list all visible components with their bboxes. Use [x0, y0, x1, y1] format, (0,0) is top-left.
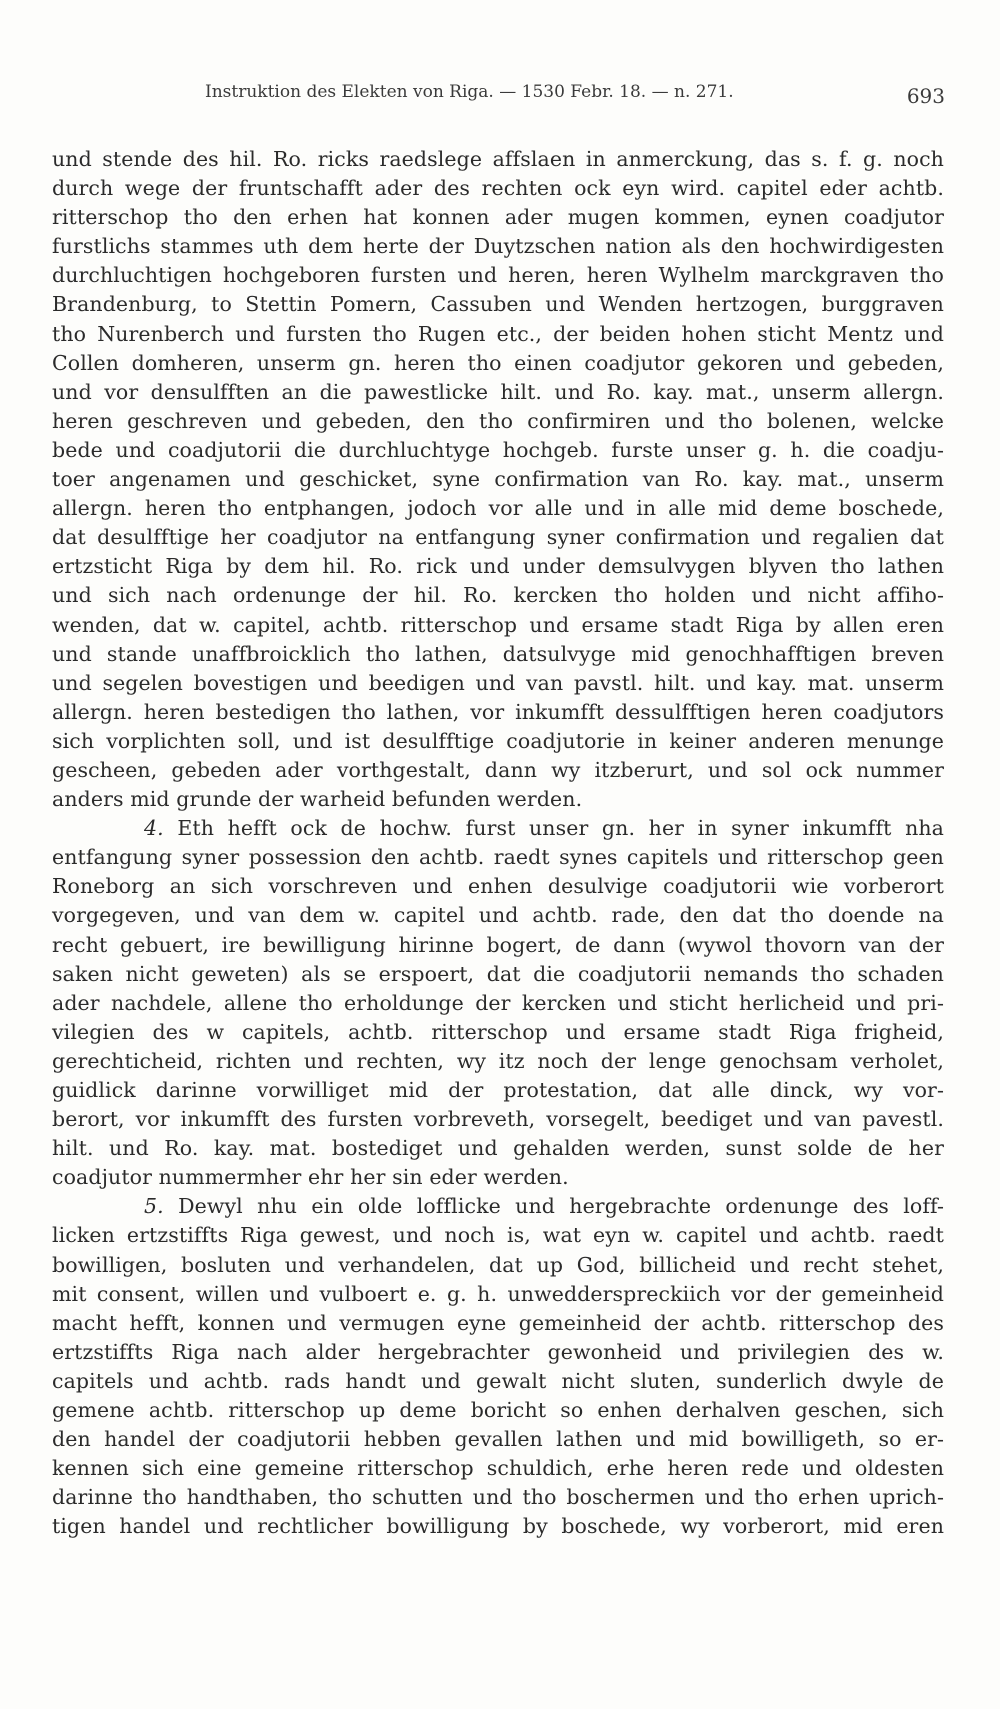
text-line: ertzstiffts Riga nach alder hergebrachter gewonheid und privilegien des w.: [52, 1339, 944, 1364]
text-line: ertzsticht Riga by dem hil. Ro. rick und under demsulvygen blyven tho lathen: [52, 554, 944, 579]
text-line: den handel der coadjutorii hebben gevallen lathen und mid bowilligeth, so er-: [52, 1427, 944, 1452]
text-line: durchluchtigen hochgeboren fursten und heren, heren Wylhelm marckgraven tho: [52, 263, 944, 288]
text-line: coadjutor nummermher ehr her sin eder werden.: [52, 1165, 569, 1190]
text-line: macht hefft, konnen und vermugen eyne gemeinheid der achtb. ritterschop des: [52, 1310, 944, 1335]
text-line: ritterschop tho den erhen hat konnen ader mugen kommen, eynen coadjutor: [52, 205, 944, 230]
text-line: entfangung syner possession den achtb. raedt synes capitels und ritterschop geen: [52, 845, 944, 870]
section-number: 5.: [144, 1194, 164, 1219]
text-line: Collen domheren, unserm gn. heren tho einen coadjutor gekoren und gebeden,: [52, 350, 944, 375]
text-line: vorgegeven, und van dem w. capitel und achtb. rade, den dat tho doende na: [52, 903, 944, 928]
text-line: guidlick darinne vorwilliget mid der protestation, dat alle dinck, wy vor-: [52, 1078, 944, 1102]
text-line: und vor densulfften an die pawestlicke hilt. und Ro. kay. mat., unserm allergn.: [52, 379, 944, 404]
text-line: Eth hefft ock de hochw. furst unser gn. her in syner inkumfft nha: [177, 816, 945, 841]
text-line: wenden, dat w. capitel, achtb. ritterschop und ersame stadt Riga by allen eren: [52, 612, 944, 637]
text-line: furstlichs stammes uth dem herte der Duytzschen nation als den hochwirdigesten: [52, 234, 944, 259]
text-line: allergn. heren tho entphangen, jodoch vor alle und in alle mid deme boschede,: [52, 496, 944, 521]
text-line: recht gebuert, ire bewilligung hirinne bogert, de dann (wywol thovorn van der: [52, 932, 944, 957]
text-line: tigen handel und rechtlicher bowilligung by boschede, wy vorberort, mid eren: [52, 1514, 944, 1539]
header-title: Instruktion des Elekten von Riga. — 1530 Febr. 18. — n. 271.: [205, 82, 734, 102]
text-line: saken nicht geweten) als se erspoert, dat die coadjutorii nemands tho schaden: [52, 961, 944, 986]
text-line: und stende des hil. Ro. ricks raedslege affslaen in anmerckung, das s. f. g. noch: [52, 147, 944, 171]
text-line: gerechticheid, richten und rechten, wy itz noch der lenge genochsam verholet,: [52, 1048, 944, 1073]
text-line: hilt. und Ro. kay. mat. bostediget und gehalden werden, sunst solde de her: [52, 1136, 944, 1161]
section-5-first-line: [52, 1192, 944, 1221]
text-line: sich vorplichten soll, und ist desulfftige coadjutorie in keiner anderen menunge: [52, 728, 944, 753]
text-line: bede und coadjutorii die durchluchtyge hochgeb. furste unser g. h. die coadju-: [52, 437, 944, 462]
text-line: licken ertzstiffts Riga gewest, und noch is, wat eyn w. capitel und achtb. raedt: [52, 1223, 944, 1248]
text-line: heren geschreven und gebeden, den tho confirmiren und tho bolenen, welcke: [52, 408, 944, 433]
section-4-first-line: [52, 814, 944, 843]
text-line: mit consent, willen und vulboert e. g. h. unwedderspreckiich vor der gemeinheid: [52, 1281, 944, 1306]
text-line: und segelen bovestigen und beedigen und van pavstl. hilt. und kay. mat. unserm: [52, 670, 944, 695]
text-line: und stande unaffbroicklich tho lathen, datsulvyge mid genochhafftigen breven: [52, 641, 944, 666]
text-line: kennen sich eine gemeine ritterschop schuldich, erhe heren rede und oldesten: [52, 1456, 944, 1481]
text-line: capitels und achtb. rads handt und gewalt nicht sluten, sunderlich dwyle de: [52, 1368, 944, 1393]
text-line: bowilligen, bosluten und verhandelen, dat up God, billicheid und recht stehet,: [52, 1252, 944, 1277]
text-line: gescheen, gebeden ader vorthgestalt, dann wy itzberurt, und sol ock nummer: [52, 757, 944, 782]
text-line: berort, vor inkumfft des fursten vorbreveth, vorsegelt, beediget und van pavestl.: [52, 1107, 944, 1132]
body-text: [52, 145, 944, 1542]
text-line: vilegien des w capitels, achtb. ritterschop und ersame stadt Riga frigheid,: [52, 1019, 944, 1044]
text-line: dat desulfftige her coadjutor na entfangung syner confirmation und regalien dat: [52, 525, 944, 550]
text-line: Roneborg an sich vorschreven und enhen desulvige coadjutorii wie vorberort: [52, 874, 944, 899]
text-line: gemene achtb. ritterschop up deme boricht so enhen derhalven geschen, sich: [52, 1398, 944, 1423]
text-line: ader nachdele, allene tho erholdunge der kercken und sticht herlicheid und pri-: [52, 990, 944, 1015]
text-line: anders mid grunde der warheid befunden werden.: [52, 787, 583, 812]
text-line: tho Nurenberch und fursten tho Rugen etc., der beiden hohen sticht Mentz und: [52, 321, 944, 346]
text-line: und sich nach ordenunge der hil. Ro. kercken tho holden und nicht affiho-: [52, 583, 944, 608]
text-line: Brandenburg, to Stettin Pomern, Cassuben und Wenden hertzogen, burggraven: [52, 292, 944, 317]
text-line: allergn. heren bestedigen tho lathen, vor inkumfft dessulfftigen heren coadjutors: [52, 699, 944, 724]
section-number: 4.: [144, 816, 164, 841]
text-line: Dewyl nhu ein olde lofflicke und hergebrachte ordenunge des loff-: [178, 1194, 944, 1219]
text-line: toer angenamen und geschicket, syne confirmation van Ro. kay. mat., unserm: [52, 467, 944, 492]
page-number: 693: [906, 84, 945, 108]
text-line: darinne tho handthaben, tho schutten und tho boschermen und tho erhen uprich-: [52, 1485, 944, 1510]
text-line: durch wege der fruntschafft ader des rechten ock eyn wird. capitel eder achtb.: [52, 176, 944, 201]
running-header: [205, 80, 945, 108]
